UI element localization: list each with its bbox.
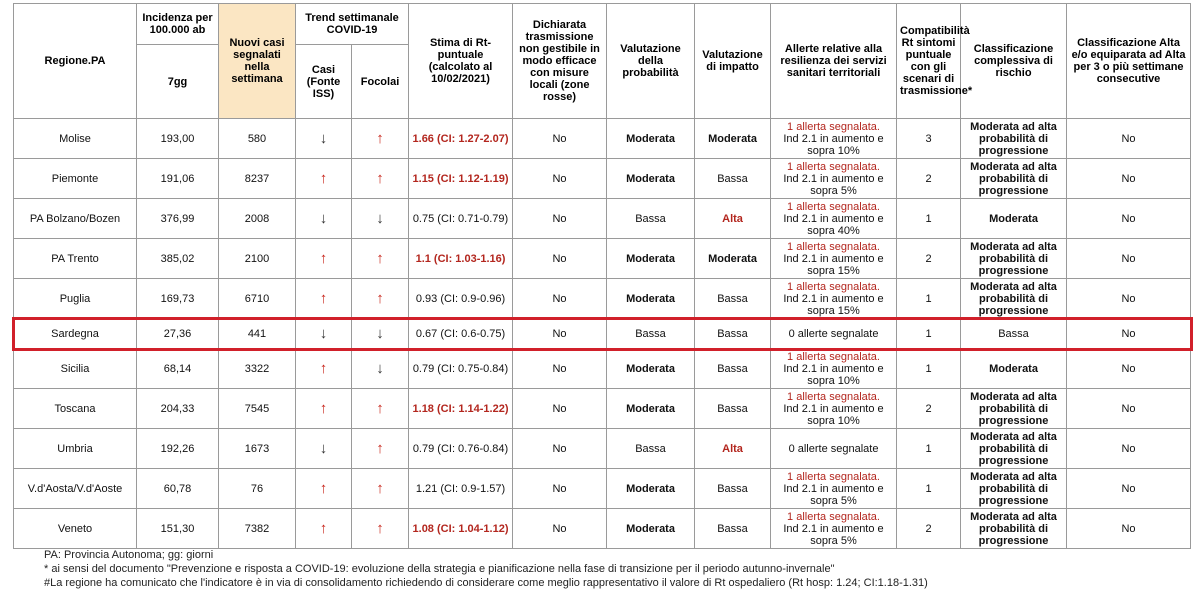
- cell-region: Sardegna: [14, 319, 137, 349]
- cell-compatible: 2: [897, 509, 961, 549]
- cell-high3: No: [1067, 509, 1191, 549]
- cell-compatible: 1: [897, 429, 961, 469]
- cell-overall: Moderata ad alta probabilità di progressione: [961, 429, 1067, 469]
- alert-title: 1 allerta segnalata.: [787, 350, 880, 363]
- cell-overall: Moderata ad alta probabilità di progressione: [961, 279, 1067, 319]
- cell-overall: Moderata ad alta probabilità di progressione: [961, 389, 1067, 429]
- cell-probability: Moderata: [607, 279, 695, 319]
- cell-alerts: [771, 389, 897, 429]
- cell-overall: Moderata ad alta probabilità di progressione: [961, 239, 1067, 279]
- cell-declared: No: [513, 199, 607, 239]
- cell-new-cases: 7545: [219, 389, 296, 429]
- cell-high3: No: [1067, 199, 1191, 239]
- cell-compatible: 1: [897, 279, 961, 319]
- cell-new-cases: 3322: [219, 349, 296, 389]
- arrow-down-icon: ↓: [319, 129, 328, 147]
- cell-new-cases: 1673: [219, 429, 296, 469]
- cell-overall: Bassa: [961, 319, 1067, 349]
- header-declared: Dichiarata trasmissione non gestibile in modo efficace con misure locali (zone rosse): [513, 4, 607, 119]
- cell-incidence: 60,78: [137, 469, 219, 509]
- cell-rt: 1.15 (CI: 1.12-1.19): [409, 159, 513, 199]
- cell-trend-cases: [296, 239, 352, 279]
- alert-detail: Ind 2.1 in aumento e sopra 15%: [783, 292, 884, 317]
- arrow-up-icon: ↑: [376, 169, 384, 187]
- cell-rt: 1.18 (CI: 1.14-1.22): [409, 389, 513, 429]
- cell-overall: Moderata ad alta probabilità di progressione: [961, 469, 1067, 509]
- cell-declared: No: [513, 509, 607, 549]
- cell-trend-cases: [296, 349, 352, 389]
- cell-trend-outbreaks: [352, 159, 409, 199]
- cell-region: Sicilia: [14, 349, 137, 389]
- cell-high3: No: [1067, 119, 1191, 159]
- cell-trend-cases: [296, 509, 352, 549]
- footnote-rt-hosp: #La regione ha comunicato che l'indicatore è in via di consolidamento richiedendo di considerare come meglio rappresentativo il valore di Rt ospedaliero (Rt hosp: 1.24; CI:1.18-1.31): [44, 577, 928, 589]
- alert-detail: Ind 2.1 in aumento e sopra 5%: [783, 482, 884, 507]
- cell-region: V.d'Aosta/V.d'Aoste: [14, 469, 137, 509]
- table-row: [14, 389, 1191, 429]
- arrow-up-icon: ↑: [376, 479, 384, 497]
- cell-region: Veneto: [14, 509, 137, 549]
- cell-rt: 0.79 (CI: 0.76-0.84): [409, 429, 513, 469]
- header-alerts: Allerte relative alla resilienza dei servizi sanitari territoriali: [771, 4, 897, 119]
- cell-rt: 1.1 (CI: 1.03-1.16): [409, 239, 513, 279]
- cell-impact: Bassa: [695, 509, 771, 549]
- alert-detail: Ind 2.1 in aumento e sopra 15%: [783, 252, 884, 277]
- cell-rt: 0.67 (CI: 0.6-0.75): [409, 319, 513, 349]
- cell-high3: No: [1067, 389, 1191, 429]
- arrow-up-icon: ↑: [319, 519, 328, 537]
- arrow-down-icon: ↓: [376, 324, 384, 342]
- cell-trend-outbreaks: [352, 319, 409, 349]
- header-trend: Trend settimanale COVID-19: [296, 4, 409, 45]
- cell-probability: Moderata: [607, 159, 695, 199]
- cell-impact: Bassa: [695, 279, 771, 319]
- cell-impact: Moderata: [695, 119, 771, 159]
- cell-probability: Moderata: [607, 119, 695, 159]
- cell-declared: No: [513, 429, 607, 469]
- alert-detail: Ind 2.1 in aumento e sopra 5%: [783, 172, 884, 197]
- cell-compatible: 1: [897, 319, 961, 349]
- cell-region: Toscana: [14, 389, 137, 429]
- cell-compatible: 3: [897, 119, 961, 159]
- alert-detail: Ind 2.1 in aumento e sopra 10%: [783, 402, 884, 427]
- cell-alerts: [771, 119, 897, 159]
- alert-title: 1 allerta segnalata.: [787, 470, 880, 483]
- cell-trend-outbreaks: [352, 469, 409, 509]
- cell-high3: No: [1067, 349, 1191, 389]
- cell-impact: Bassa: [695, 469, 771, 509]
- cell-probability: Moderata: [607, 349, 695, 389]
- arrow-down-icon: ↓: [319, 324, 328, 342]
- cell-rt: 1.66 (CI: 1.27-2.07): [409, 119, 513, 159]
- header-region: Regione.PA: [14, 4, 137, 119]
- arrow-up-icon: ↑: [319, 289, 328, 307]
- cell-trend-cases: [296, 199, 352, 239]
- cell-overall: Moderata ad alta probabilità di progressione: [961, 119, 1067, 159]
- cell-probability: Moderata: [607, 389, 695, 429]
- cell-rt: 0.79 (CI: 0.75-0.84): [409, 349, 513, 389]
- cell-incidence: 191,06: [137, 159, 219, 199]
- cell-trend-outbreaks: [352, 199, 409, 239]
- alert-detail: 0 allerte segnalate: [788, 442, 879, 455]
- arrow-up-icon: ↑: [376, 289, 384, 307]
- cell-declared: No: [513, 389, 607, 429]
- cell-rt: 1.21 (CI: 0.9-1.57): [409, 469, 513, 509]
- footnotes: [44, 548, 928, 590]
- cell-incidence: 192,26: [137, 429, 219, 469]
- header-trend-cases: Casi (Fonte ISS): [296, 45, 352, 119]
- cell-compatible: 1: [897, 469, 961, 509]
- alert-title: 1 allerta segnalata.: [787, 120, 880, 133]
- cell-new-cases: 2100: [219, 239, 296, 279]
- cell-compatible: 2: [897, 389, 961, 429]
- cell-high3: No: [1067, 469, 1191, 509]
- header-high3: Classificazione Alta e/o equiparata ad Alta per 3 o più settimane consecutive: [1067, 4, 1191, 119]
- table-row: [14, 349, 1191, 389]
- cell-region: Piemonte: [14, 159, 137, 199]
- table-row: [14, 319, 1191, 349]
- cell-trend-cases: [296, 469, 352, 509]
- cell-impact: Bassa: [695, 349, 771, 389]
- cell-region: PA Bolzano/Bozen: [14, 199, 137, 239]
- arrow-up-icon: ↑: [376, 399, 384, 417]
- header-new-cases: Nuovi casi segnalati nella settimana: [219, 4, 296, 119]
- cell-trend-cases: [296, 119, 352, 159]
- cell-alerts: [771, 239, 897, 279]
- cell-impact: Bassa: [695, 159, 771, 199]
- alert-detail: Ind 2.1 in aumento e sopra 10%: [783, 132, 884, 157]
- cell-trend-cases: [296, 319, 352, 349]
- arrow-up-icon: ↑: [376, 439, 384, 457]
- header-overall: Classificazione complessiva di rischio: [961, 4, 1067, 119]
- cell-region: Umbria: [14, 429, 137, 469]
- cell-trend-cases: [296, 279, 352, 319]
- cell-impact: Alta: [695, 429, 771, 469]
- cell-trend-cases: [296, 159, 352, 199]
- cell-high3: No: [1067, 279, 1191, 319]
- cell-probability: Bassa: [607, 429, 695, 469]
- cell-impact: Alta: [695, 199, 771, 239]
- cell-new-cases: 76: [219, 469, 296, 509]
- cell-high3: No: [1067, 239, 1191, 279]
- header-incidence-7gg: 7gg: [137, 45, 219, 119]
- alert-title: 1 allerta segnalata.: [787, 240, 880, 253]
- cell-probability: Moderata: [607, 469, 695, 509]
- arrow-up-icon: ↑: [319, 479, 328, 497]
- cell-declared: No: [513, 469, 607, 509]
- cell-incidence: 193,00: [137, 119, 219, 159]
- arrow-down-icon: ↓: [376, 359, 384, 377]
- alert-title: 1 allerta segnalata.: [787, 280, 880, 293]
- alert-detail: 0 allerte segnalate: [788, 327, 879, 340]
- table-row: [14, 469, 1191, 509]
- arrow-up-icon: ↑: [319, 169, 328, 187]
- footnote-abbreviations: PA: Provincia Autonoma; gg: giorni: [44, 549, 214, 561]
- cell-alerts: [771, 319, 897, 349]
- risk-table: [13, 3, 1191, 549]
- table-body: [14, 119, 1191, 549]
- cell-incidence: 204,33: [137, 389, 219, 429]
- alert-detail: Ind 2.1 in aumento e sopra 40%: [783, 212, 884, 237]
- cell-incidence: 68,14: [137, 349, 219, 389]
- table-row: [14, 199, 1191, 239]
- cell-trend-outbreaks: [352, 509, 409, 549]
- cell-new-cases: 441: [219, 319, 296, 349]
- header-trend-outbreaks: Focolai: [352, 45, 409, 119]
- cell-alerts: [771, 429, 897, 469]
- alert-title: 1 allerta segnalata.: [787, 160, 880, 173]
- arrow-down-icon: ↓: [319, 209, 328, 227]
- arrow-down-icon: ↓: [319, 439, 328, 457]
- cell-probability: Moderata: [607, 509, 695, 549]
- cell-incidence: 151,30: [137, 509, 219, 549]
- cell-new-cases: 6710: [219, 279, 296, 319]
- cell-declared: No: [513, 119, 607, 159]
- cell-declared: No: [513, 159, 607, 199]
- cell-incidence: 385,02: [137, 239, 219, 279]
- cell-trend-outbreaks: [352, 279, 409, 319]
- arrow-up-icon: ↑: [319, 359, 328, 377]
- cell-high3: No: [1067, 319, 1191, 349]
- cell-incidence: 376,99: [137, 199, 219, 239]
- table-row: [14, 509, 1191, 549]
- header-incidence: Incidenza per 100.000 ab: [137, 4, 219, 45]
- arrow-up-icon: ↑: [319, 249, 328, 267]
- arrow-up-icon: ↑: [376, 129, 384, 147]
- cell-rt: 0.75 (CI: 0.71-0.79): [409, 199, 513, 239]
- alert-detail: Ind 2.1 in aumento e sopra 10%: [783, 362, 884, 387]
- footnote-document: * ai sensi del documento "Prevenzione e risposta a COVID-19: evoluzione della strategia e pianificazione nella fase di transizione per il periodo autunno-invernale": [44, 563, 835, 575]
- cell-trend-outbreaks: [352, 429, 409, 469]
- table-row: [14, 279, 1191, 319]
- cell-declared: No: [513, 239, 607, 279]
- cell-compatible: 2: [897, 239, 961, 279]
- cell-region: Puglia: [14, 279, 137, 319]
- cell-alerts: [771, 469, 897, 509]
- cell-declared: No: [513, 279, 607, 319]
- cell-probability: Bassa: [607, 199, 695, 239]
- cell-impact: Moderata: [695, 239, 771, 279]
- cell-region: Molise: [14, 119, 137, 159]
- cell-overall: Moderata ad alta probabilità di progressione: [961, 509, 1067, 549]
- table-row: [14, 429, 1191, 469]
- arrow-up-icon: ↑: [376, 519, 384, 537]
- cell-probability: Moderata: [607, 239, 695, 279]
- header-probability: Valutazione della probabilità: [607, 4, 695, 119]
- cell-overall: Moderata: [961, 199, 1067, 239]
- cell-trend-cases: [296, 429, 352, 469]
- table-row: [14, 159, 1191, 199]
- arrow-up-icon: ↑: [376, 249, 384, 267]
- cell-overall: Moderata: [961, 349, 1067, 389]
- cell-impact: Bassa: [695, 319, 771, 349]
- arrow-down-icon: ↓: [376, 209, 384, 227]
- cell-region: PA Trento: [14, 239, 137, 279]
- cell-trend-cases: [296, 389, 352, 429]
- header-rt: Stima di Rt-puntuale (calcolato al 10/02/2021): [409, 4, 513, 119]
- cell-alerts: [771, 199, 897, 239]
- cell-incidence: 27,36: [137, 319, 219, 349]
- cell-incidence: 169,73: [137, 279, 219, 319]
- cell-high3: No: [1067, 159, 1191, 199]
- cell-trend-outbreaks: [352, 119, 409, 159]
- cell-trend-outbreaks: [352, 239, 409, 279]
- cell-new-cases: 580: [219, 119, 296, 159]
- alert-title: 1 allerta segnalata.: [787, 200, 880, 213]
- alert-detail: Ind 2.1 in aumento e sopra 5%: [783, 522, 884, 547]
- cell-impact: Bassa: [695, 389, 771, 429]
- table-row: [14, 239, 1191, 279]
- cell-alerts: [771, 159, 897, 199]
- cell-trend-outbreaks: [352, 349, 409, 389]
- table-row: [14, 119, 1191, 159]
- header-compatible: Compatibilità Rt sintomi puntuale con gli scenari di trasmissione*: [897, 4, 961, 119]
- cell-alerts: [771, 279, 897, 319]
- cell-new-cases: 7382: [219, 509, 296, 549]
- cell-declared: No: [513, 349, 607, 389]
- cell-declared: No: [513, 319, 607, 349]
- cell-new-cases: 2008: [219, 199, 296, 239]
- cell-compatible: 1: [897, 349, 961, 389]
- cell-new-cases: 8237: [219, 159, 296, 199]
- cell-high3: No: [1067, 429, 1191, 469]
- cell-rt: 1.08 (CI: 1.04-1.12): [409, 509, 513, 549]
- cell-rt: 0.93 (CI: 0.9-0.96): [409, 279, 513, 319]
- alert-title: 1 allerta segnalata.: [787, 510, 880, 523]
- arrow-up-icon: ↑: [319, 399, 328, 417]
- cell-compatible: 1: [897, 199, 961, 239]
- cell-probability: Bassa: [607, 319, 695, 349]
- cell-compatible: 2: [897, 159, 961, 199]
- cell-alerts: [771, 509, 897, 549]
- cell-overall: Moderata ad alta probabilità di progressione: [961, 159, 1067, 199]
- cell-alerts: [771, 349, 897, 389]
- header-impact: Valutazione di impatto: [695, 4, 771, 119]
- alert-title: 1 allerta segnalata.: [787, 390, 880, 403]
- cell-trend-outbreaks: [352, 389, 409, 429]
